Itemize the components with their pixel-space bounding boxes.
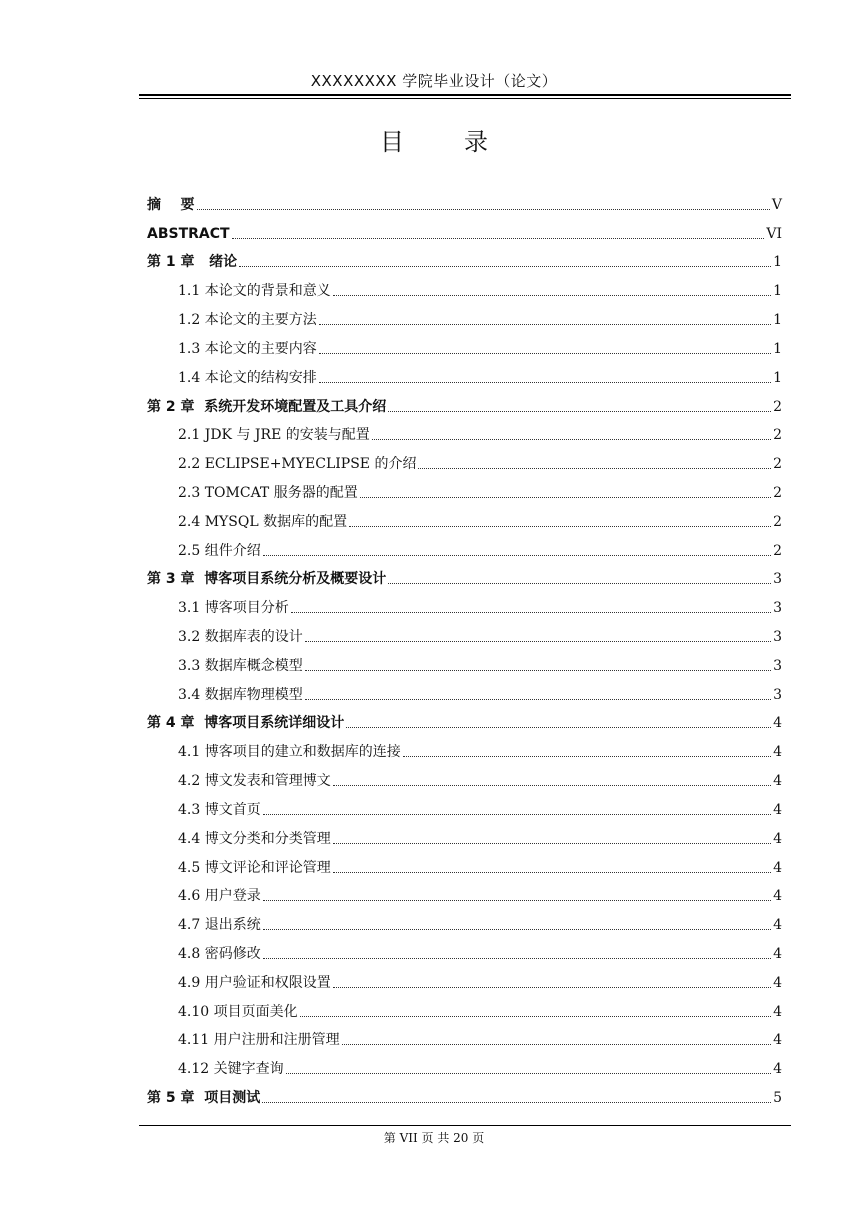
toc-entry[interactable]	[147, 1022, 782, 1051]
toc-entry[interactable]	[147, 791, 782, 820]
toc-dot-leader	[286, 1072, 771, 1074]
toc-dot-leader	[333, 871, 771, 873]
toc-entry[interactable]	[147, 330, 782, 359]
toc-entry-label: 4.12 关键字查询	[178, 1061, 284, 1078]
toc-dot-leader	[263, 957, 771, 959]
toc-entry-label: 3.2 数据库表的设计	[178, 629, 303, 645]
page-header-title: XXXXXXXX 学院毕业设计（论文）	[310, 72, 558, 90]
toc-entry-page: 1	[773, 369, 782, 386]
toc-dot-leader	[305, 669, 771, 671]
toc-entry[interactable]	[147, 589, 782, 618]
toc-entry-page: 4	[773, 773, 782, 790]
toc-dot-leader	[319, 323, 771, 325]
toc-entry-label: 4.7 退出系统	[178, 917, 261, 934]
toc-entry-label: 第 4 章 博客项目系统详细设计	[147, 715, 345, 732]
toc-entry-page: 4	[773, 1061, 782, 1078]
toc-entry[interactable]	[147, 244, 782, 273]
toc-entry[interactable]	[147, 935, 782, 964]
toc-entry-page: VI	[766, 225, 782, 242]
toc-entry[interactable]	[147, 532, 782, 561]
toc-entry-label: 第 5 章 项目测试	[147, 1090, 261, 1106]
toc-dot-leader	[388, 410, 771, 412]
toc-entry-page: 5	[773, 1090, 782, 1106]
toc-entry-page: 3	[773, 686, 782, 703]
toc-entry-page: 3	[773, 657, 782, 674]
toc-entry[interactable]	[147, 705, 782, 734]
toc-entry-label: 3.1 博客项目分析	[178, 600, 289, 617]
toc-dot-leader	[403, 755, 771, 757]
toc-entry[interactable]	[147, 820, 782, 849]
toc-entry[interactable]	[147, 762, 782, 791]
toc-entry-label: 2.4 MYSQL 数据库的配置	[178, 513, 348, 530]
toc-dot-leader	[333, 784, 771, 786]
toc-entry[interactable]	[147, 359, 782, 388]
toc-dot-leader	[333, 294, 771, 296]
toc-entry[interactable]	[147, 647, 782, 676]
header-rule	[139, 94, 791, 99]
toc-entry-page: 1	[773, 340, 782, 357]
toc-entry[interactable]	[147, 186, 782, 215]
toc-entry-page: 4	[773, 744, 782, 761]
toc-entry-page: 1	[773, 254, 782, 271]
toc-entry[interactable]	[147, 417, 782, 446]
toc-entry[interactable]	[147, 272, 782, 301]
toc-entry-page: 2	[773, 484, 782, 501]
toc-entry[interactable]	[147, 503, 782, 532]
toc-dot-leader	[342, 1043, 771, 1045]
toc-entry-page: 3	[773, 600, 782, 617]
toc-entry-label: 4.3 博文首页	[178, 801, 261, 818]
toc-entry-label: 第 3 章 博客项目系统分析及概要设计	[147, 571, 387, 588]
toc-entry-label: 2.1 JDK 与 JRE 的安装与配置	[178, 427, 370, 444]
toc-dot-leader	[319, 352, 771, 354]
toc-entry-page: 4	[773, 830, 782, 847]
toc-entry-label: 1.2 本论文的主要方法	[178, 312, 317, 329]
toc-entry[interactable]	[147, 733, 782, 762]
toc-entry-label: 3.3 数据库概念模型	[178, 657, 303, 674]
toc-entry-page: 4	[773, 974, 782, 991]
toc-entry[interactable]	[147, 849, 782, 878]
toc-entry-page: 2	[773, 456, 782, 473]
toc-entry-label: 第 1 章 绪论	[147, 254, 238, 271]
toc-dot-leader	[239, 265, 771, 267]
toc-entry-label: ABSTRACT	[147, 225, 230, 242]
toc-entry-label: 2.5 组件介绍	[178, 542, 261, 559]
toc-entry-page: 2	[773, 427, 782, 444]
toc-entry[interactable]	[147, 474, 782, 503]
toc-entry-label: 4.9 用户验证和权限设置	[178, 974, 331, 991]
toc-dot-leader	[346, 726, 771, 728]
toc-dot-leader	[319, 381, 771, 383]
toc-entry[interactable]	[147, 676, 782, 705]
toc-entry-label: 4.10 项目页面美化	[178, 1003, 298, 1020]
toc-dot-leader	[388, 582, 771, 584]
table-of-contents	[147, 186, 782, 1108]
toc-entry-page: 4	[773, 945, 782, 962]
toc-dot-leader	[333, 842, 771, 844]
toc-entry-label: 4.6 用户登录	[178, 888, 261, 905]
toc-entry-label: 4.2 博文发表和管理博文	[178, 773, 331, 790]
toc-entry-page: 4	[773, 715, 782, 732]
toc-entry-page: V	[771, 196, 782, 213]
toc-dot-leader	[263, 899, 771, 901]
toc-entry-label: 1.4 本论文的结构安排	[178, 369, 317, 386]
toc-dot-leader	[263, 813, 771, 815]
toc-dot-leader	[305, 640, 771, 642]
toc-entry-page: 4	[773, 1032, 782, 1049]
toc-dot-leader	[418, 467, 771, 469]
toc-dot-leader	[263, 554, 771, 556]
toc-entry-label: 1.1 本论文的背景和意义	[178, 283, 331, 300]
toc-dot-leader	[300, 1015, 771, 1017]
toc-entry-page: 2	[773, 398, 782, 415]
toc-entry-page: 2	[773, 542, 782, 559]
toc-entry-page: 3	[773, 571, 782, 588]
toc-entry[interactable]	[147, 301, 782, 330]
footer-rule	[139, 1125, 791, 1126]
toc-entry[interactable]	[147, 878, 782, 907]
toc-entry[interactable]	[147, 964, 782, 993]
toc-entry[interactable]	[147, 388, 782, 417]
toc-entry-page: 4	[773, 1003, 782, 1020]
toc-entry-page: 4	[773, 917, 782, 934]
toc-entry-label: 4.1 博客项目的建立和数据库的连接	[178, 744, 401, 761]
toc-entry[interactable]	[147, 618, 782, 647]
toc-entry-page: 1	[773, 283, 782, 300]
toc-entry-label: 2.3 TOMCAT 服务器的配置	[178, 484, 358, 501]
toc-dot-leader	[263, 928, 771, 930]
toc-entry-page: 4	[773, 859, 782, 876]
toc-entry-label: 1.3 本论文的主要内容	[178, 340, 317, 357]
toc-dot-leader	[197, 208, 770, 210]
toc-heading: 目录	[380, 128, 548, 156]
toc-entry[interactable]	[147, 445, 782, 474]
toc-entry[interactable]	[147, 215, 782, 244]
toc-dot-leader	[262, 1101, 771, 1103]
toc-entry[interactable]	[147, 1079, 782, 1108]
toc-entry[interactable]	[147, 906, 782, 935]
toc-dot-leader	[372, 438, 771, 440]
toc-entry-page: 4	[773, 801, 782, 818]
toc-entry-label: 第 2 章 系统开发环境配置及工具介绍	[147, 398, 387, 415]
toc-entry-label: 4.8 密码修改	[178, 945, 261, 962]
toc-entry[interactable]	[147, 561, 782, 590]
toc-dot-leader	[360, 496, 771, 498]
toc-entry-label: 2.2 ECLIPSE+MYECLIPSE 的介绍	[178, 456, 417, 473]
toc-entry-label: 摘 要	[147, 196, 195, 213]
toc-entry-label: 4.4 博文分类和分类管理	[178, 830, 331, 847]
toc-entry[interactable]	[147, 1050, 782, 1079]
toc-entry-page: 4	[773, 888, 782, 905]
toc-entry-label: 4.11 用户注册和注册管理	[178, 1032, 340, 1049]
toc-entry-page: 2	[773, 513, 782, 530]
toc-dot-leader	[232, 237, 765, 239]
toc-dot-leader	[333, 986, 771, 988]
toc-dot-leader	[349, 525, 771, 527]
toc-entry[interactable]	[147, 993, 782, 1022]
toc-dot-leader	[305, 698, 771, 700]
toc-entry-page: 1	[773, 312, 782, 329]
page-footer: 第 VII 页 共 20 页	[383, 1131, 485, 1145]
toc-entry-page: 3	[773, 629, 782, 645]
toc-entry-label: 3.4 数据库物理模型	[178, 686, 303, 703]
toc-dot-leader	[291, 611, 771, 613]
toc-entry-label: 4.5 博文评论和评论管理	[178, 859, 331, 876]
